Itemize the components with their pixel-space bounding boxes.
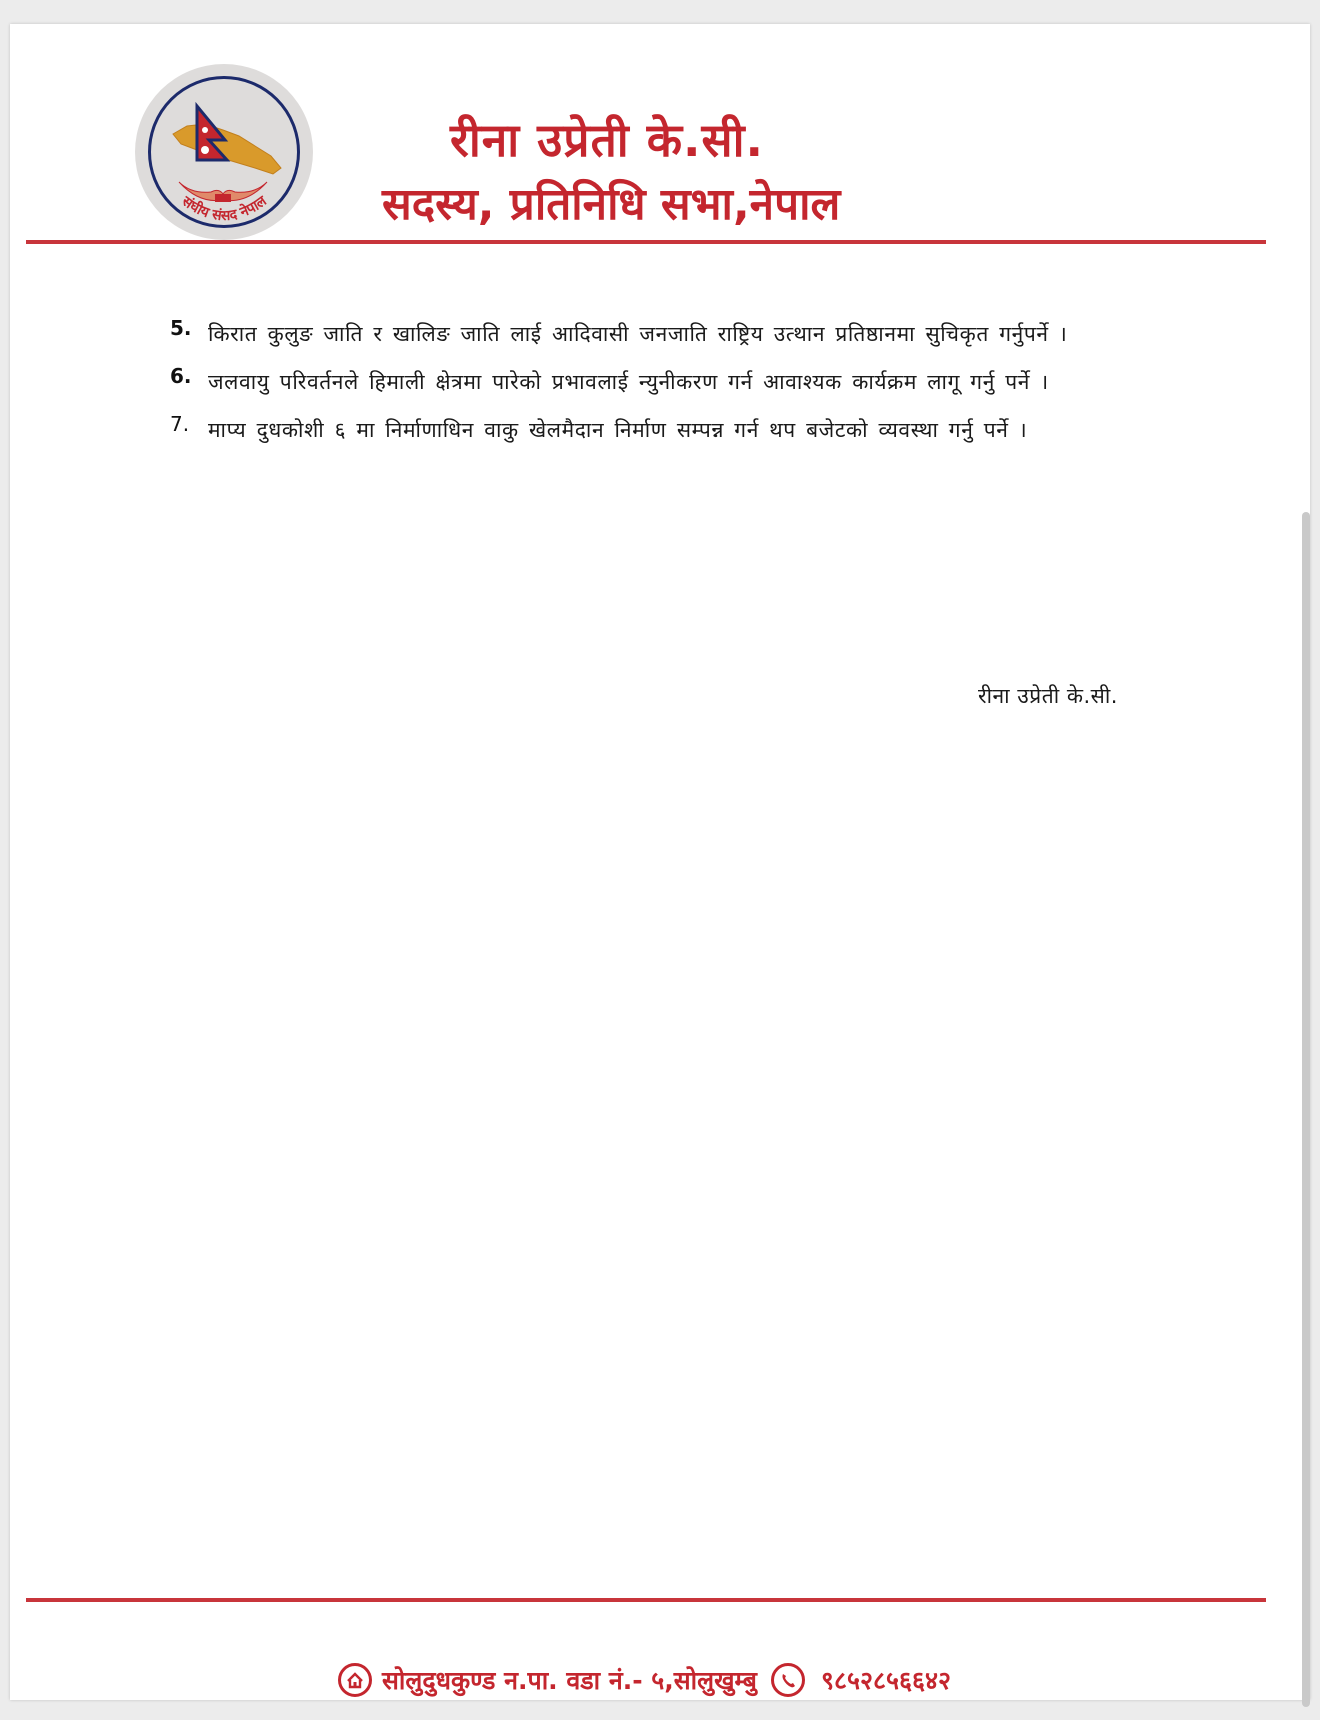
phone-icon	[771, 1663, 805, 1697]
list-item-number: 6.	[170, 364, 192, 388]
seal-emblem-graphic	[135, 64, 313, 240]
list-item	[160, 314, 1170, 354]
seal-arc-text: संघीय संसद नेपाल	[178, 193, 270, 225]
letterhead-name: रीना उप्रेती के.सी.	[450, 113, 765, 167]
footer-divider	[26, 1598, 1266, 1602]
list-item	[160, 362, 1170, 402]
home-icon	[338, 1663, 372, 1697]
footer-contact	[338, 1660, 951, 1700]
list-item-number: 7.	[170, 412, 190, 436]
vertical-scrollbar[interactable]	[1304, 0, 1316, 1720]
list-item-text: जलवायु परिवर्तनले हिमाली क्षेत्रमा पारेको प्रभावलाई न्युनीकरण गर्न आवाश्यक कार्यक्रम लागू गर्नु पर्ने ।	[208, 370, 1049, 394]
scrollbar-thumb[interactable]	[1302, 512, 1310, 1707]
signature-name: रीना उप्रेती के.सी.	[978, 684, 1118, 708]
footer-phone: ९८५२८५६६४२	[820, 1666, 951, 1695]
parliament-seal-logo	[135, 64, 313, 240]
header-divider	[26, 240, 1266, 244]
list-item-number: 5.	[170, 316, 192, 340]
demand-list	[160, 314, 1170, 458]
list-item-text: माप्य दुधकोशी ६ मा निर्माणाधिन वाकु खेलमैदान निर्माण सम्पन्न गर्न थप बजेटको व्यवस्था गर्नु पर्ने ।	[208, 418, 1028, 442]
list-item-text: किरात कुलुङ जाति र खालिङ जाति लाई आदिवासी जनजाति राष्ट्रिय उत्थान प्रतिष्ठानमा सुचिकृत गर्नुपर्ने ।	[208, 322, 1068, 346]
footer-address: सोलुदुधकुण्ड न.पा. वडा नं.- ५,सोलुखुम्बु	[382, 1666, 757, 1695]
list-item	[160, 410, 1170, 450]
document-page	[10, 24, 1310, 1700]
letterhead-title: सदस्य, प्रतिनिधि सभा,नेपाल	[382, 179, 841, 230]
